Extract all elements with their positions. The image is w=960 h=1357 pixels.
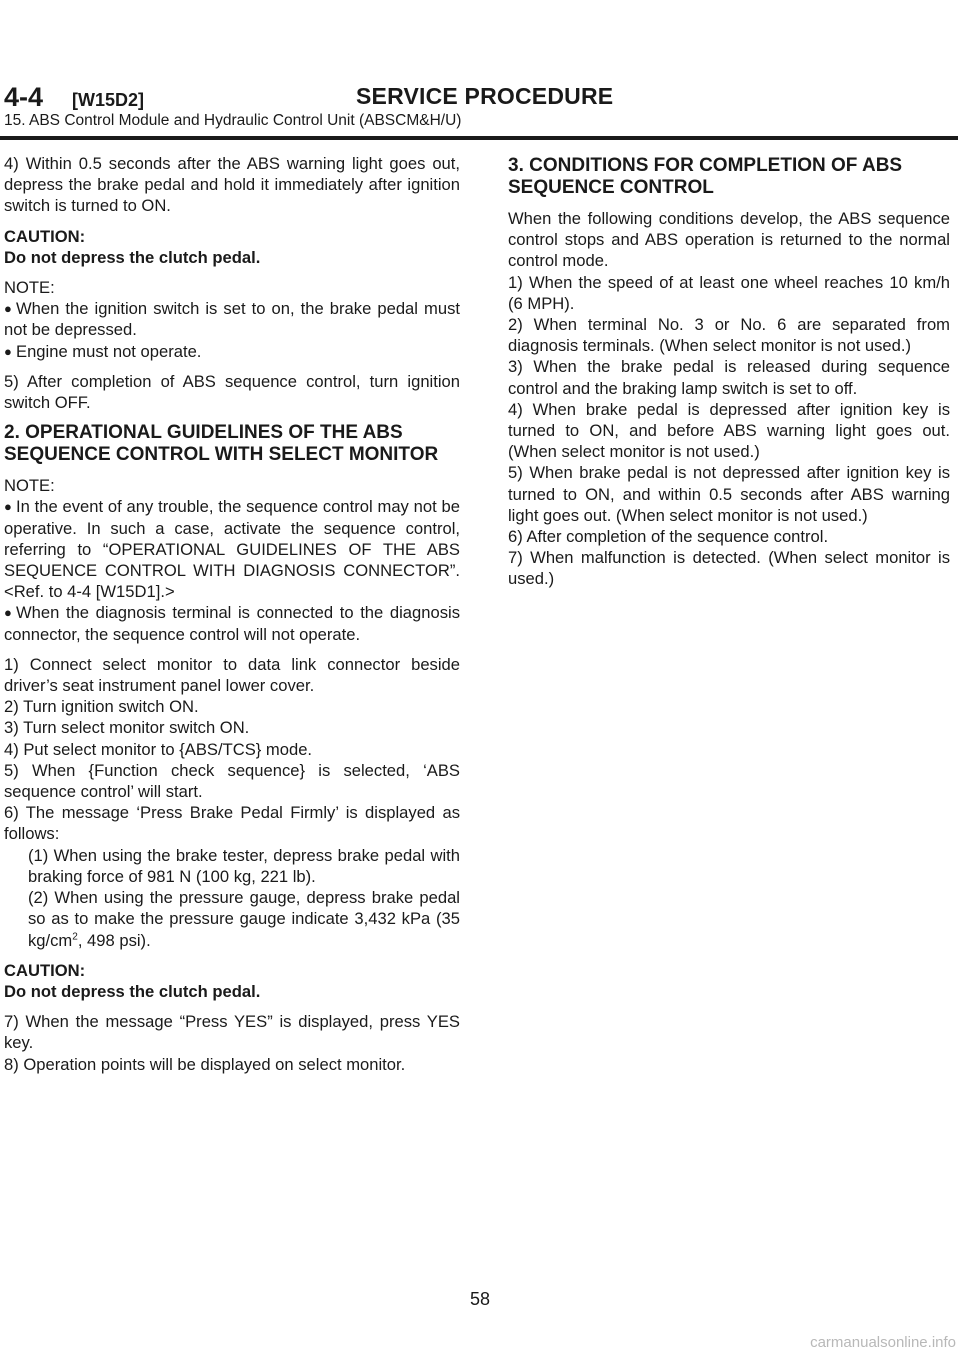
- page-title: SERVICE PROCEDURE: [356, 83, 614, 109]
- section-code: 4-4: [4, 82, 44, 112]
- list-item: 6) After completion of the sequence control.: [508, 527, 829, 547]
- note-item: ● Engine must not operate.: [4, 341, 202, 361]
- note-block-2: [4, 475, 460, 645]
- note-label: NOTE:: [4, 278, 55, 298]
- list-item: 5) When brake pedal is not depressed after ignition key is turned to ON, and within 0.5 seconds after ABS warning light goes out. (When select monitor is not used.): [508, 463, 950, 525]
- list-item: 4) Put select monitor to {ABS/TCS} mode.: [4, 739, 313, 759]
- list-item: 8) Operation points will be displayed on select monitor.: [4, 1054, 406, 1074]
- ref-code: [W15D2]: [72, 90, 145, 110]
- completion-conditions: [508, 208, 950, 590]
- bullet-icon: ●: [4, 343, 12, 359]
- list-item: 3) Turn select monitor switch ON.: [4, 718, 250, 738]
- intro-text: When the following conditions develop, the ABS sequence control stops and ABS operation is returned to the normal control mode.: [508, 209, 950, 271]
- list-item: 6) The message ‘Press Brake Pedal Firmly’ is displayed as follows:: [4, 803, 460, 844]
- list-item: 1) When the speed of at least one wheel reaches 10 km/h (6 MPH).: [508, 272, 950, 313]
- watermark-text: carmanualsonline.info: [810, 1334, 956, 1351]
- note-block-1: [4, 277, 460, 362]
- step-4-paragraph: 4) Within 0.5 seconds after the ABS warning light goes out, depress the brake pedal and hold it immediately after ignition switch is turned to ON.: [4, 154, 460, 216]
- note-label: NOTE:: [4, 476, 55, 496]
- bullet-icon: ●: [4, 605, 12, 621]
- caution-label: CAUTION:: [4, 226, 86, 246]
- section-heading-2: 2. OPERATIONAL GUIDELINES OF THE ABS SEQUENCE CONTROL WITH SELECT MONITOR: [4, 422, 439, 466]
- header-rule: [0, 136, 958, 140]
- bullet-icon: ●: [4, 301, 12, 317]
- list-item: 7) When the message “Press YES” is displayed, press YES key.: [4, 1012, 460, 1053]
- note-item: ● In the event of any trouble, the sequence control may not be operative. In such a case, activate the sequence control, referring to “OPERATIONAL GUIDELINES OF THE ABS SEQUENCE CONTROL WITH DIAGNOSIS CONNECTOR”. <Ref. to 4-4 [W15D1].>: [4, 497, 460, 602]
- note-item: ● When the ignition switch is set to on, the brake pedal must not be depressed.: [4, 299, 460, 340]
- note-item: ● When the diagnosis terminal is connected to the diagnosis connector, the sequence control will not operate.: [4, 603, 460, 644]
- list-item: 1) Connect select monitor to data link connector beside driver’s seat instrument panel lower cover.: [4, 654, 460, 696]
- list-item: 3) When the brake pedal is released during sequence control and the braking lamp switch is set to off.: [508, 357, 950, 398]
- list-item: 5) When {Function check sequence} is selected, ‘ABS sequence control’ will start.: [4, 760, 460, 802]
- bullet-icon: ●: [4, 499, 12, 515]
- procedure-steps: [4, 654, 460, 951]
- right-column: [508, 153, 950, 599]
- sub-item-1: (1) When using the brake tester, depress brake pedal with braking force of 981 N (100 kg, 221 lb).: [28, 845, 460, 886]
- sub-item-2: (2) When using the pressure gauge, depress brake pedal so as to make the pressure gauge indicate 3,432 kPa (35 $kg/cm^2$, 498 psi).: [28, 888, 460, 950]
- caution-block-1: [4, 226, 460, 268]
- caution-label: CAUTION:: [4, 960, 86, 980]
- step-5-paragraph: 5) After completion of ABS sequence control, turn ignition switch OFF.: [4, 371, 460, 413]
- list-item: 2) Turn ignition switch ON.: [4, 697, 199, 717]
- list-item: 7) When malfunction is detected. (When select monitor is used.): [508, 548, 950, 589]
- list-item: 2) When terminal No. 3 or No. 6 are separated from diagnosis terminals. (When select monitor is not used.): [508, 315, 950, 356]
- caution-text: Do not depress the clutch pedal.: [4, 247, 261, 267]
- caution-text: Do not depress the clutch pedal.: [4, 981, 261, 1001]
- caution-block-2: [4, 960, 460, 1002]
- page-number: 58: [469, 1289, 491, 1309]
- left-column: [4, 153, 460, 1084]
- page-subtitle: 15. ABS Control Module and Hydraulic Control Unit (ABSCM&H/U): [4, 112, 462, 129]
- list-item: 4) When brake pedal is depressed after ignition key is turned to ON, and before ABS warning light goes out. (When select monitor is not used.): [508, 399, 950, 462]
- section-heading-3: 3. CONDITIONS FOR COMPLETION OF ABS SEQUENCE CONTROL: [508, 155, 903, 198]
- procedure-steps-2: [4, 1011, 460, 1075]
